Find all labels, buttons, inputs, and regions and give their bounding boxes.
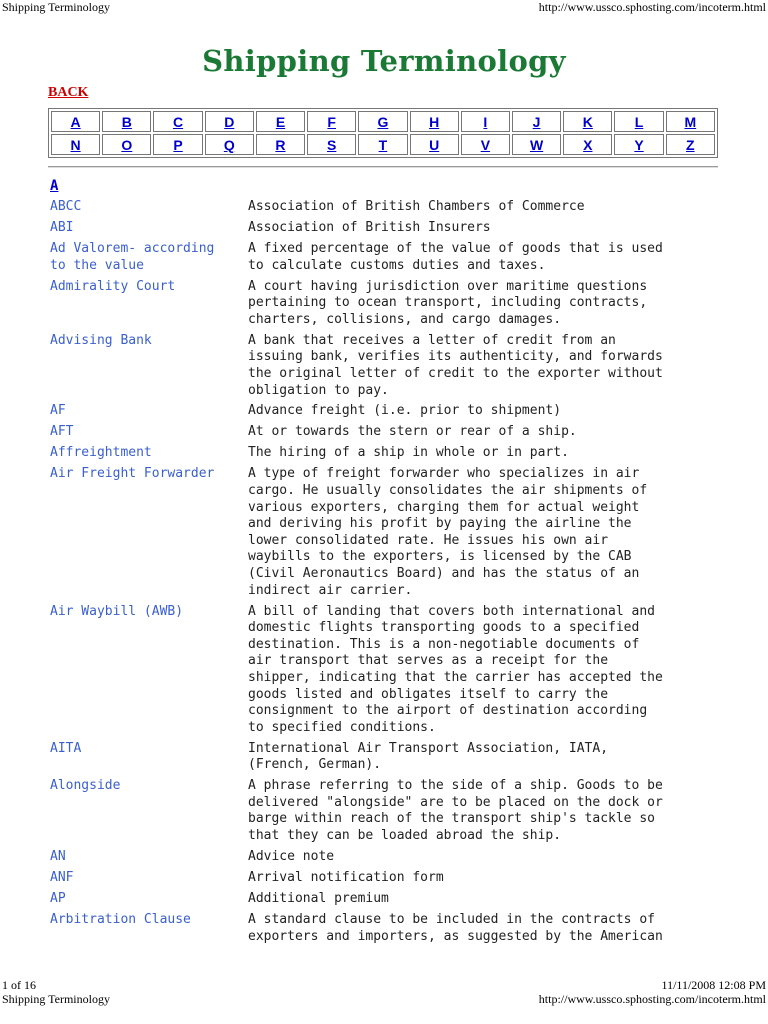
- alphabet-cell: [358, 111, 407, 132]
- letter-link-p[interactable]: P: [173, 136, 183, 153]
- term-definition: [248, 220, 730, 237]
- definition-line: consignment to the airport of destination according: [248, 703, 648, 719]
- letter-link-o[interactable]: O: [121, 136, 133, 153]
- letter-link-t[interactable]: T: [378, 136, 388, 153]
- term-definition: [248, 403, 730, 420]
- alphabet-cell: [512, 134, 561, 155]
- definition-line: Association of British Insurers: [248, 219, 491, 235]
- definition-line: pertaining to ocean transport, including contracts,: [248, 295, 648, 311]
- letter-link-r[interactable]: R: [275, 136, 286, 153]
- print-header-title-next: Shipping Terminology: [2, 992, 110, 1006]
- definition-line: A bank that receives a letter of credit from an: [248, 332, 616, 348]
- alphabet-cell: [358, 134, 407, 155]
- alphabet-cell: [614, 111, 663, 132]
- alphabet-cell: [563, 134, 612, 155]
- definition-line: destination. This is a non-negotiable documents of: [248, 636, 640, 652]
- term-row: [50, 279, 730, 329]
- term-definition: [248, 424, 730, 441]
- term-line: AP: [50, 891, 66, 907]
- alphabet-cell: [410, 111, 459, 132]
- term-row: [50, 445, 730, 462]
- term-line: ANF: [50, 870, 74, 886]
- term-row: [50, 849, 730, 866]
- print-page-count: 1 of 16: [2, 978, 36, 992]
- term-definition: [248, 912, 730, 945]
- alphabet-cell: [256, 111, 305, 132]
- definition-line: obligation to pay.: [248, 382, 389, 398]
- definition-line: goods listed and obligates itself to carry the: [248, 686, 609, 702]
- letter-link-f[interactable]: F: [327, 113, 336, 130]
- term-list: [50, 199, 730, 950]
- definition-line: The hiring of a ship in whole or in part.: [248, 445, 569, 461]
- definition-line: domestic flights transporting goods to a specified: [248, 620, 640, 636]
- term-definition: [248, 466, 730, 599]
- alphabet-cell: [153, 134, 202, 155]
- print-header-title: Shipping Terminology: [2, 0, 110, 14]
- alphabet-cell: [461, 134, 510, 155]
- page-title: Shipping Terminology: [202, 44, 566, 78]
- term-row: [50, 403, 730, 420]
- term-name[interactable]: [50, 403, 248, 420]
- definition-line: A fixed percentage of the value of goods that is used: [248, 240, 663, 256]
- term-definition: [248, 445, 730, 462]
- letter-link-a[interactable]: A: [70, 113, 81, 130]
- term-line: AFT: [50, 424, 74, 440]
- term-line: Arbitration Clause: [50, 912, 191, 928]
- term-line: Advising Bank: [50, 332, 152, 348]
- term-line: to the value: [50, 257, 144, 273]
- term-definition: [248, 870, 730, 887]
- alphabet-cell: [153, 111, 202, 132]
- letter-link-g[interactable]: G: [377, 113, 389, 130]
- term-row: [50, 870, 730, 887]
- letter-link-b[interactable]: B: [121, 113, 132, 130]
- letter-link-m[interactable]: M: [684, 113, 697, 130]
- term-line: ABCC: [50, 199, 82, 214]
- term-name[interactable]: [50, 445, 248, 462]
- term-definition: [248, 604, 730, 737]
- definition-line: to specified conditions.: [248, 719, 436, 735]
- definition-line: that they can be loaded abroad the ship.: [248, 828, 562, 844]
- definition-line: A phrase referring to the side of a ship. Goods to be: [248, 778, 663, 794]
- letter-link-z[interactable]: Z: [686, 136, 695, 153]
- alphabet-cell: [410, 134, 459, 155]
- term-name[interactable]: [50, 220, 248, 237]
- definition-line: shipper, indicating that the carrier has accepted the: [248, 669, 663, 685]
- letter-link-w[interactable]: W: [529, 136, 544, 153]
- letter-link-l[interactable]: L: [634, 113, 644, 130]
- term-definition: [248, 199, 730, 216]
- term-name[interactable]: [50, 912, 248, 945]
- term-line: AN: [50, 849, 66, 865]
- term-definition: [248, 241, 730, 274]
- definition-line: indirect air carrier.: [248, 582, 413, 598]
- term-name[interactable]: [50, 199, 248, 216]
- letter-link-c[interactable]: C: [172, 113, 184, 130]
- alphabet-index: [48, 108, 718, 158]
- print-header-url: http://www.ussco.sphosting.com/incoterm.html: [538, 0, 766, 14]
- term-row: [50, 241, 730, 274]
- definition-line: (French, German).: [248, 757, 382, 773]
- definition-line: various exporters, charging them for actual weight: [248, 499, 640, 515]
- alphabet-cell: [307, 111, 356, 132]
- term-definition: [248, 279, 730, 329]
- term-line: Air Waybill (AWB): [50, 603, 184, 619]
- definition-line: barge within reach of the transport ship's tackle so: [248, 811, 655, 827]
- term-line: Affreightment: [50, 445, 152, 461]
- definition-line: Additional premium: [248, 891, 389, 907]
- definition-line: charters, collisions, and cargo damages.: [248, 311, 562, 327]
- letter-link-u[interactable]: U: [429, 136, 440, 153]
- term-row: [50, 333, 730, 399]
- definition-line: Advice note: [248, 849, 335, 865]
- definition-line: lower consolidated rate. He issues his own air: [248, 532, 609, 548]
- alphabet-cell: [614, 134, 663, 155]
- back-link[interactable]: BACK: [48, 85, 89, 100]
- alphabet-cell: [51, 134, 100, 155]
- term-definition: [248, 891, 730, 908]
- term-row: [50, 466, 730, 599]
- letter-link-y[interactable]: Y: [634, 136, 644, 153]
- definition-line: Association of British Chambers of Commerce: [248, 199, 585, 214]
- term-name[interactable]: [50, 279, 248, 329]
- definition-line: A type of freight forwarder who specializes in air: [248, 466, 640, 482]
- alphabet-cell: [666, 134, 715, 155]
- alphabet-cell: [51, 111, 100, 132]
- alphabet-cell: [256, 134, 305, 155]
- term-definition: [248, 849, 730, 866]
- alphabet-cell: [102, 111, 151, 132]
- term-row: [50, 778, 730, 844]
- term-name[interactable]: [50, 849, 248, 866]
- term-name[interactable]: [50, 604, 248, 737]
- term-definition: [248, 778, 730, 844]
- letter-link-q[interactable]: Q: [223, 136, 235, 153]
- alphabet-cell: [102, 134, 151, 155]
- term-row: [50, 220, 730, 237]
- definition-line: Advance freight (i.e. prior to shipment): [248, 403, 562, 419]
- alphabet-cell: [666, 111, 715, 132]
- definition-line: At or towards the stern or rear of a ship.: [248, 424, 577, 440]
- alphabet-cell: [205, 134, 254, 155]
- definition-line: A court having jurisdiction over maritime questions: [248, 278, 648, 294]
- term-line: AF: [50, 403, 66, 419]
- letter-link-d[interactable]: D: [224, 113, 235, 130]
- term-name[interactable]: [50, 241, 248, 274]
- term-line: Ad Valorem- according: [50, 240, 215, 256]
- term-name[interactable]: [50, 778, 248, 844]
- term-row: [50, 912, 730, 945]
- definition-line: A bill of landing that covers both international and: [248, 603, 655, 619]
- term-row: [50, 199, 730, 216]
- definition-line: and deriving his profit by paying the airline the: [248, 516, 632, 532]
- letter-link-k[interactable]: K: [582, 113, 593, 130]
- definition-line: delivered "alongside" are to be placed on the dock or: [248, 794, 663, 810]
- term-name[interactable]: [50, 333, 248, 399]
- definition-line: issuing bank, verifies its authenticity, and forwards: [248, 349, 663, 365]
- term-line: Alongside: [50, 778, 121, 794]
- definition-line: cargo. He usually consolidates the air shipments of: [248, 483, 648, 499]
- term-line: Air Freight Forwarder: [50, 466, 215, 482]
- definition-line: Arrival notification form: [248, 870, 444, 886]
- letter-link-v[interactable]: V: [480, 136, 491, 153]
- letter-link-i[interactable]: I: [483, 113, 488, 130]
- definition-line: air transport that serves as a receipt for the: [248, 653, 609, 669]
- definition-line: to calculate customs duties and taxes.: [248, 257, 546, 273]
- letter-link-n[interactable]: N: [70, 136, 81, 153]
- section-letter-anchor[interactable]: A: [50, 178, 59, 194]
- definition-line: (Civil Aeronautics Board) and has the status of an: [248, 566, 640, 581]
- term-name[interactable]: [50, 741, 248, 774]
- term-row: [50, 424, 730, 441]
- alphabet-cell: [205, 111, 254, 132]
- term-line: AITA: [50, 740, 82, 756]
- definition-line: exporters and importers, as suggested by the American: [248, 928, 663, 944]
- term-name[interactable]: [50, 870, 248, 887]
- print-header-url-next: http://www.ussco.sphosting.com/incoterm.html: [538, 992, 766, 1006]
- print-datetime: 11/11/2008 12:08 PM: [661, 978, 766, 992]
- divider: [48, 166, 718, 168]
- alphabet-cell: [307, 134, 356, 155]
- term-row: [50, 741, 730, 774]
- letter-link-x[interactable]: X: [583, 136, 593, 153]
- letter-link-e[interactable]: E: [275, 113, 286, 130]
- definition-line: the original letter of credit to the exporter without: [248, 365, 663, 381]
- definition-line: International Air Transport Association, IATA,: [248, 740, 609, 756]
- term-name[interactable]: [50, 891, 248, 908]
- alphabet-row: [51, 134, 715, 155]
- term-row: [50, 604, 730, 737]
- alphabet-cell: [563, 111, 612, 132]
- alphabet-cell: [461, 111, 510, 132]
- term-name[interactable]: [50, 424, 248, 441]
- term-line: Admirality Court: [50, 278, 176, 294]
- term-row: [50, 891, 730, 908]
- definition-line: waybills to the exporters, is licensed by the CAB: [248, 549, 632, 565]
- term-name[interactable]: [50, 466, 248, 599]
- alphabet-row: [51, 111, 715, 132]
- letter-link-s[interactable]: S: [327, 136, 337, 153]
- term-definition: [248, 333, 730, 399]
- term-line: ABI: [50, 219, 74, 235]
- definition-line: A standard clause to be included in the contracts of: [248, 912, 655, 928]
- term-definition: [248, 741, 730, 774]
- letter-link-h[interactable]: H: [429, 113, 440, 130]
- letter-link-j[interactable]: J: [532, 113, 541, 130]
- alphabet-cell: [512, 111, 561, 132]
